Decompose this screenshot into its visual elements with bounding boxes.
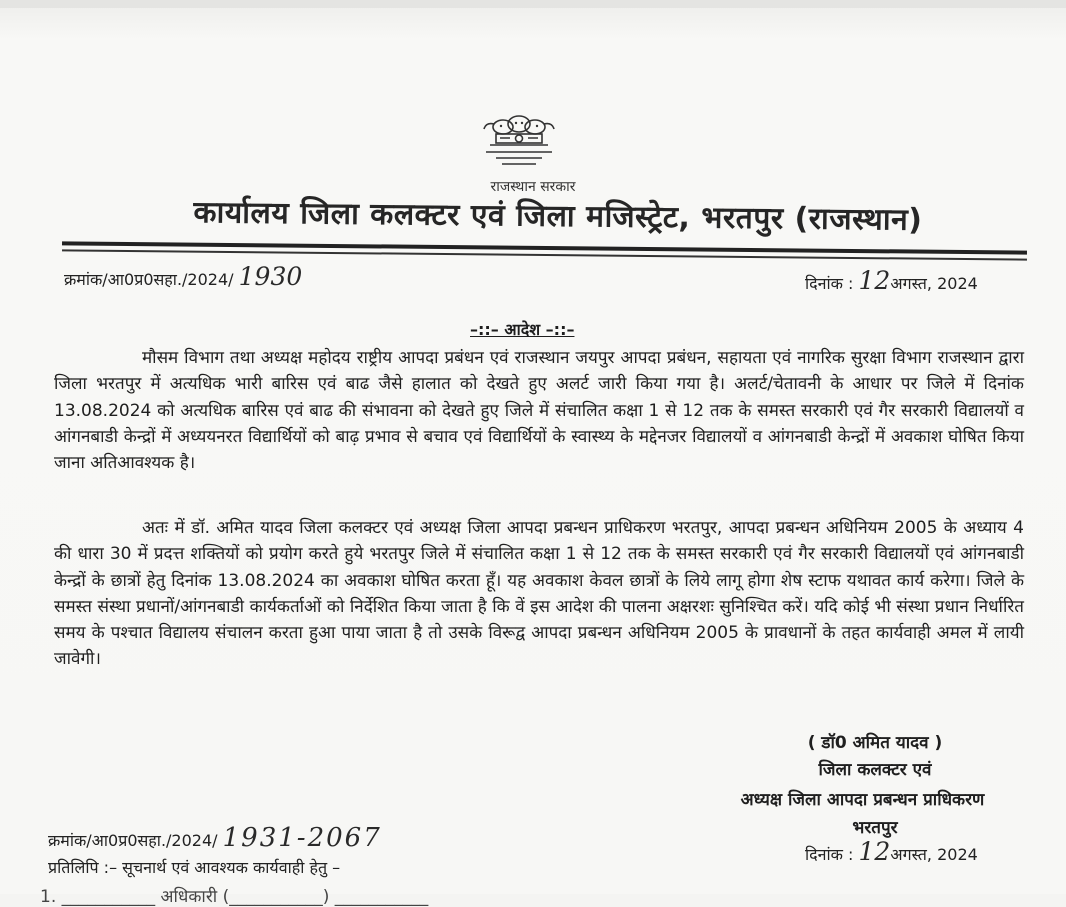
copy-handwritten-number: 1931-2067: [222, 823, 382, 853]
date-handwritten-day: 12: [858, 266, 891, 295]
reference-number: [64, 262, 302, 291]
reference-prefix: क्रमांक/आ0प्र0सहा./2024/: [64, 270, 234, 289]
cut-off-line: [40, 878, 1020, 907]
government-label: राजस्थान सरकार: [490, 179, 576, 195]
top-edge: [0, 0, 1066, 8]
signature-date-label: दिनांक :: [805, 845, 854, 864]
paragraph-1-text: मौसम विभाग तथा अध्यक्ष महोदय राष्ट्रीय आपदा प्रबंधन एवं राजस्थान जयपुर आपदा प्रबंधन, सहायता एवं नागरिक सुरक्षा विभाग राजस्थान द्वारा जिला भरतपुर में अत्यधिक भारी बारिस एवं बाढ जैसे हालात को देखते हुए अलर्ट जारी किया गया है। अलर्ट/चेतावनी के आधार पर जिले में दिनांक 13.08.2024 को अत्यधिक बारिस एवं बाढ की संभावना को देखते हुए जिले में संचालित कक्षा 1 से 12 तक के समस्त सरकारी एवं गैर सरकारी विद्यालयों व आंगनबाडी केन्द्रों में अध्ययनरत विद्यार्थियों को बाढ़ प्रभाव से बचाव एवं विद्यार्थियों के स्वास्थ्य के मद्देनजर विद्यालयों व आंगनबाडी केन्द्रों में अवकाश घोषित किया जाना अतिआवश्यक है।: [54, 348, 1024, 474]
signature-date-month-year: अगस्त, 2024: [890, 845, 978, 864]
order-paragraph-2: [54, 515, 1024, 673]
signatory-place: भरतपुर: [852, 818, 898, 838]
order-heading: –::– आदेश –::–: [470, 320, 575, 339]
office-title: कार्यालय जिला कलक्टर एवं जिला मजिस्ट्रेट, भरतपुर (राजस्थान): [193, 195, 923, 238]
state-emblem-icon: [476, 112, 562, 170]
copy-reference-number: [48, 823, 382, 853]
reference-date: [805, 266, 978, 295]
signatory-name: ( डॉ0 अमित यादव ): [807, 733, 943, 753]
signatory-title-1: जिला कलक्टर एवं: [818, 760, 932, 780]
signatory-title-2: अध्यक्ष जिला आपदा प्रबन्धन प्राधिकरण: [740, 790, 985, 810]
order-paragraph-1: [54, 345, 1024, 476]
copy-item-1-partial: 1. ___________ अधिकारी (___________) ___________: [40, 887, 429, 907]
copy-reference-prefix: क्रमांक/आ0प्र0सहा./2024/: [48, 831, 218, 850]
date-month-year: अगस्त, 2024: [890, 274, 978, 293]
reference-handwritten-number: 1930: [238, 262, 303, 291]
copy-distribution-label: प्रतिलिपि :– सूचनार्थ एवं आवश्यक कार्यवाही हेतु –: [48, 858, 341, 877]
date-label: दिनांक :: [805, 274, 854, 293]
signature-date-handwritten-day: 12: [858, 837, 891, 866]
paragraph-2-text: अतः में डॉ. अमित यादव जिला कलक्टर एवं अध्यक्ष जिला आपदा प्रबन्धन प्राधिकरण भरतपुर, आपदा प्रबन्धन अधिनियम 2005 के अध्याय 4 की धारा 30 में प्रदत्त शक्तियों को प्रयोग करते हुये भरतपुर जिले में संचालित कक्षा 1 से 12 तक के समस्त सरकारी एवं गैर सरकारी विद्यालयों एवं आंगनबाडी केन्द्रों के छात्रों हेतु दिनांक 13.08.2024 का अवकाश घोषित करता हूँ। यह अवकाश केवल छात्रों के लिये लागू होगा शेष स्टाफ यथावत कार्य करेगा। जिले के समस्त संस्था प्रधानों/आंगनबाडी कार्यकर्ताओं को निर्देशित किया जाता है कि वें इस आदेश की पालना अक्षरशः सुनिश्चित करें। यदि कोई भी संस्था प्रधान निर्धारित समय के पश्चात विद्यालय संचालन करता हुआ पाया जाता है तो उसके विरूद्व आपदा प्रबन्धन अधिनियम 2005 के प्रावधानों के तहत कार्यवाही अमल में लायी जावेगी।: [54, 518, 1024, 670]
signature-date: [805, 837, 978, 866]
